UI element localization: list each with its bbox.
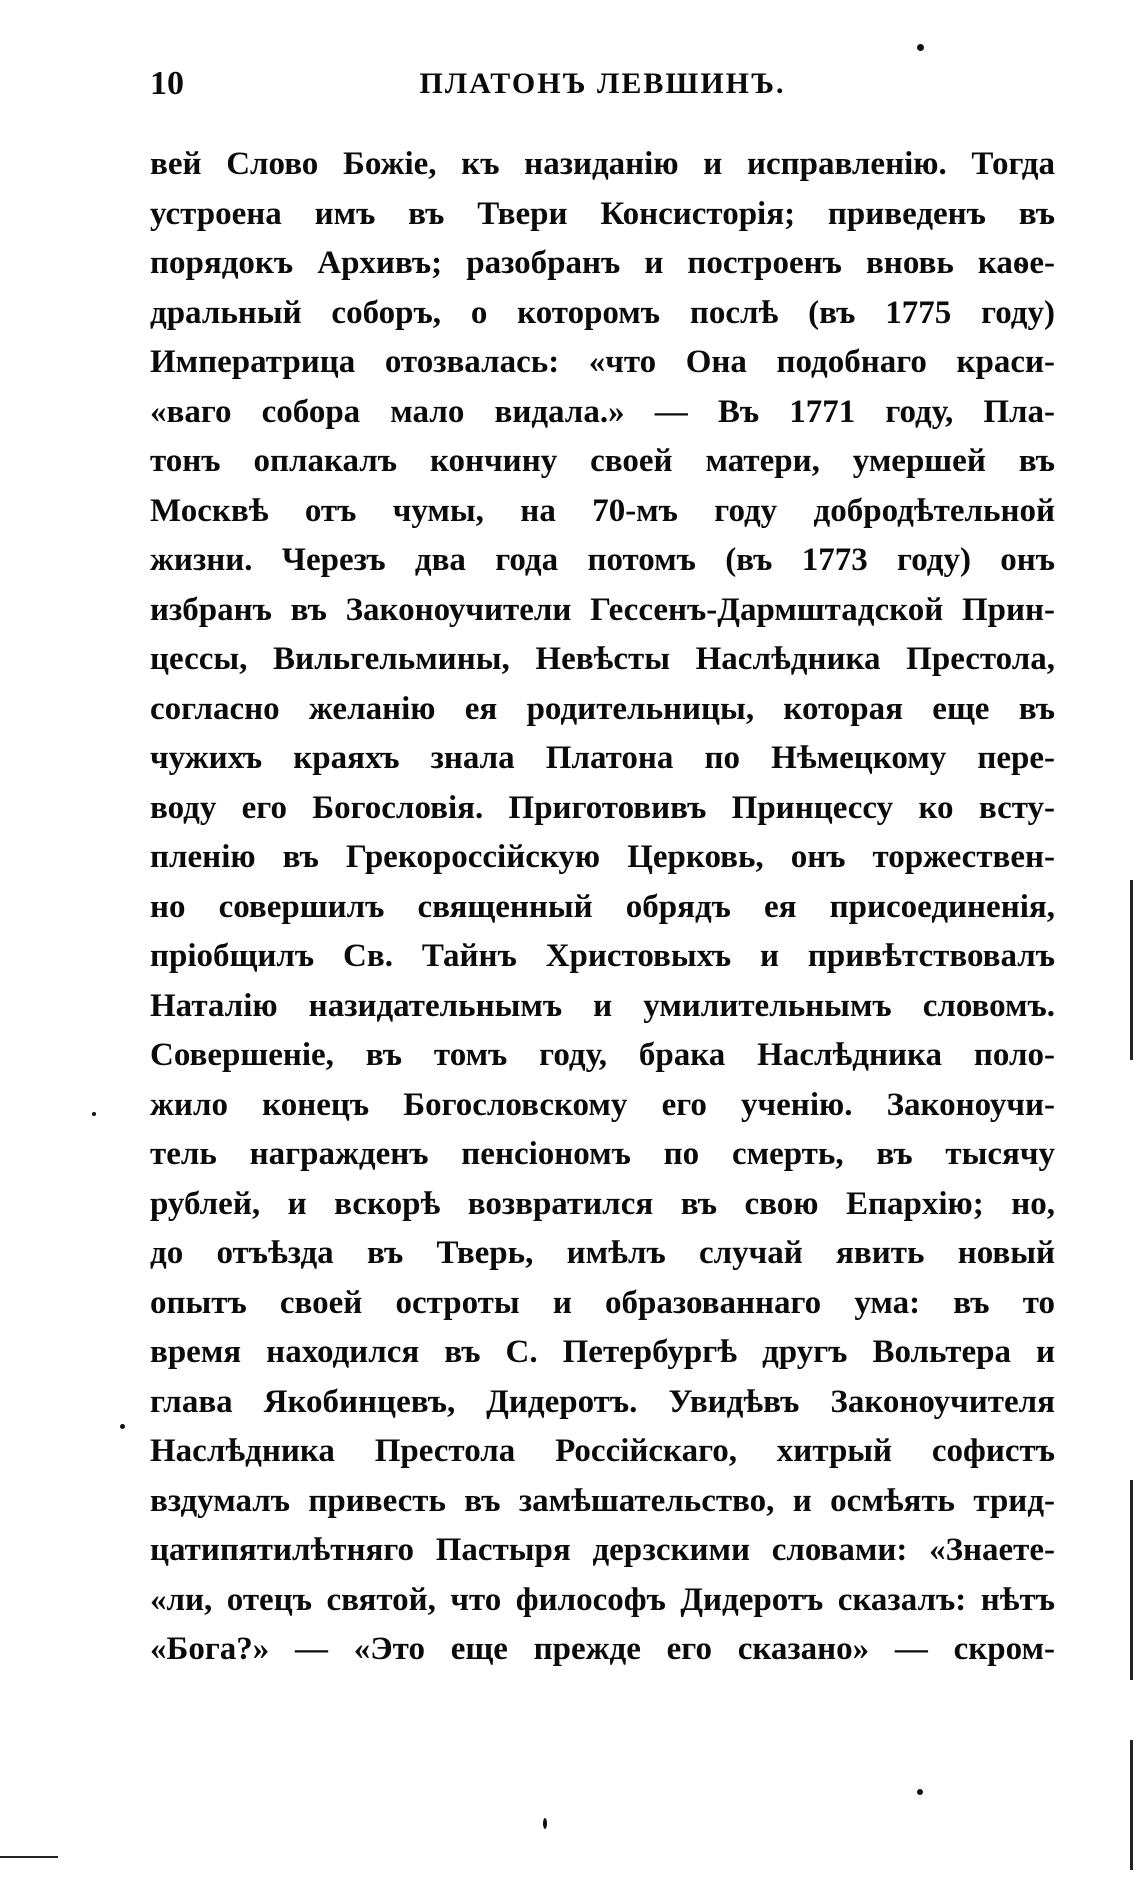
text-line: но совершилъ священный обрядъ ея присоединенія, (150, 888, 1055, 925)
text-line: Императрица отозвалась: «что Она подобнаго краси- (150, 344, 1055, 380)
text-line: цатипятилѣтняго Пастыря дерзскими словами: «Знаете- (150, 1532, 1055, 1568)
body-text (150, 140, 1055, 1675)
text-line: глава Якобинцевъ, Дидеротъ. Увидѣвъ Законоучителя (150, 1383, 1055, 1420)
scan-speck (92, 1112, 96, 1116)
text-line: избранъ въ Законоучители Гессенъ-Дармштадской Прин- (150, 591, 1055, 628)
scan-speck (120, 1424, 125, 1429)
scan-speck (917, 44, 924, 51)
page-number: 10 (150, 65, 184, 102)
text-line: Наталію назидательнымъ и умилительнымъ словомъ. (150, 987, 1055, 1024)
text-line: чужихъ краяхъ знала Платона по Нѣмецкому пере- (150, 740, 1055, 776)
running-head (150, 64, 1055, 104)
text-line: опытъ своей остроты и образованнаго ума: въ то (150, 1284, 1055, 1321)
text-line: Наслѣдника Престола Россійскаго, хитрый софистъ (150, 1433, 1055, 1469)
text-line: «Бога?» — «Это еще прежде его сказано» — скром- (150, 1631, 1055, 1667)
text-line: устроена имъ въ Твери Консисторія; приведенъ въ (150, 195, 1055, 232)
margin-rule (0, 1856, 58, 1858)
text-line: согласно желанію ея родительницы, которая еще въ (150, 690, 1055, 727)
text-line: Совершеніе, въ томъ году, брака Наслѣдника поло- (150, 1037, 1055, 1073)
text-line: рублей, и вскорѣ возвратился въ свою Епархію; но, (150, 1185, 1055, 1222)
text-line: «ваго собора мало видала.» — Въ 1771 году, Пла- (150, 393, 1055, 430)
text-line: воду его Богословія. Приготовивъ Принцессу ко всту- (150, 789, 1055, 826)
text-line: тель награжденъ пенсіономъ по смерть, въ тысячу (150, 1136, 1055, 1172)
margin-rule (1130, 1480, 1133, 1680)
text-line: Москвѣ отъ чумы, на 70-мъ году добродѣтельной (150, 492, 1055, 529)
running-title: ПЛАТОНЪ ЛЕВШИНЪ. (419, 67, 786, 100)
scan-speck (917, 1789, 923, 1795)
text-line: порядокъ Архивъ; разобранъ и построенъ вновь каѳе- (150, 245, 1055, 281)
text-line: «ли, отецъ святой, что философъ Дидеротъ сказалъ: нѣтъ (150, 1581, 1055, 1618)
scan-speck (543, 1818, 547, 1829)
text-line: тонъ оплакалъ кончину своей матери, умершей въ (150, 443, 1055, 479)
text-line: пленію въ Грекороссійскую Церковь, онъ торжествен- (150, 839, 1055, 875)
text-line: жило конецъ Богословскому его ученію. Законоучи- (150, 1086, 1055, 1123)
text-line: пріобщилъ Св. Тайнъ Христовыхъ и привѣтствовалъ (150, 938, 1055, 974)
text-line: дральный соборъ, о которомъ послѣ (въ 1775 году) (150, 294, 1055, 331)
text-line: время находился въ С. Петербургѣ другъ Вольтера и (150, 1334, 1055, 1370)
text-line: вздумалъ привесть въ замѣшательство, и осмѣять трид- (150, 1482, 1055, 1519)
text-line: до отъѣзда въ Тверь, имѣлъ случай явить новый (150, 1235, 1055, 1271)
text-line: цессы, Вильгельмины, Невѣсты Наслѣдника Престола, (150, 641, 1055, 677)
margin-rule (1130, 1740, 1133, 1870)
text-line: жизни. Черезъ два года потомъ (въ 1773 году) онъ (150, 542, 1055, 578)
text-line: вей Слово Божіе, къ назиданію и исправленію. Тогда (150, 146, 1055, 182)
margin-rule (1130, 880, 1133, 1060)
